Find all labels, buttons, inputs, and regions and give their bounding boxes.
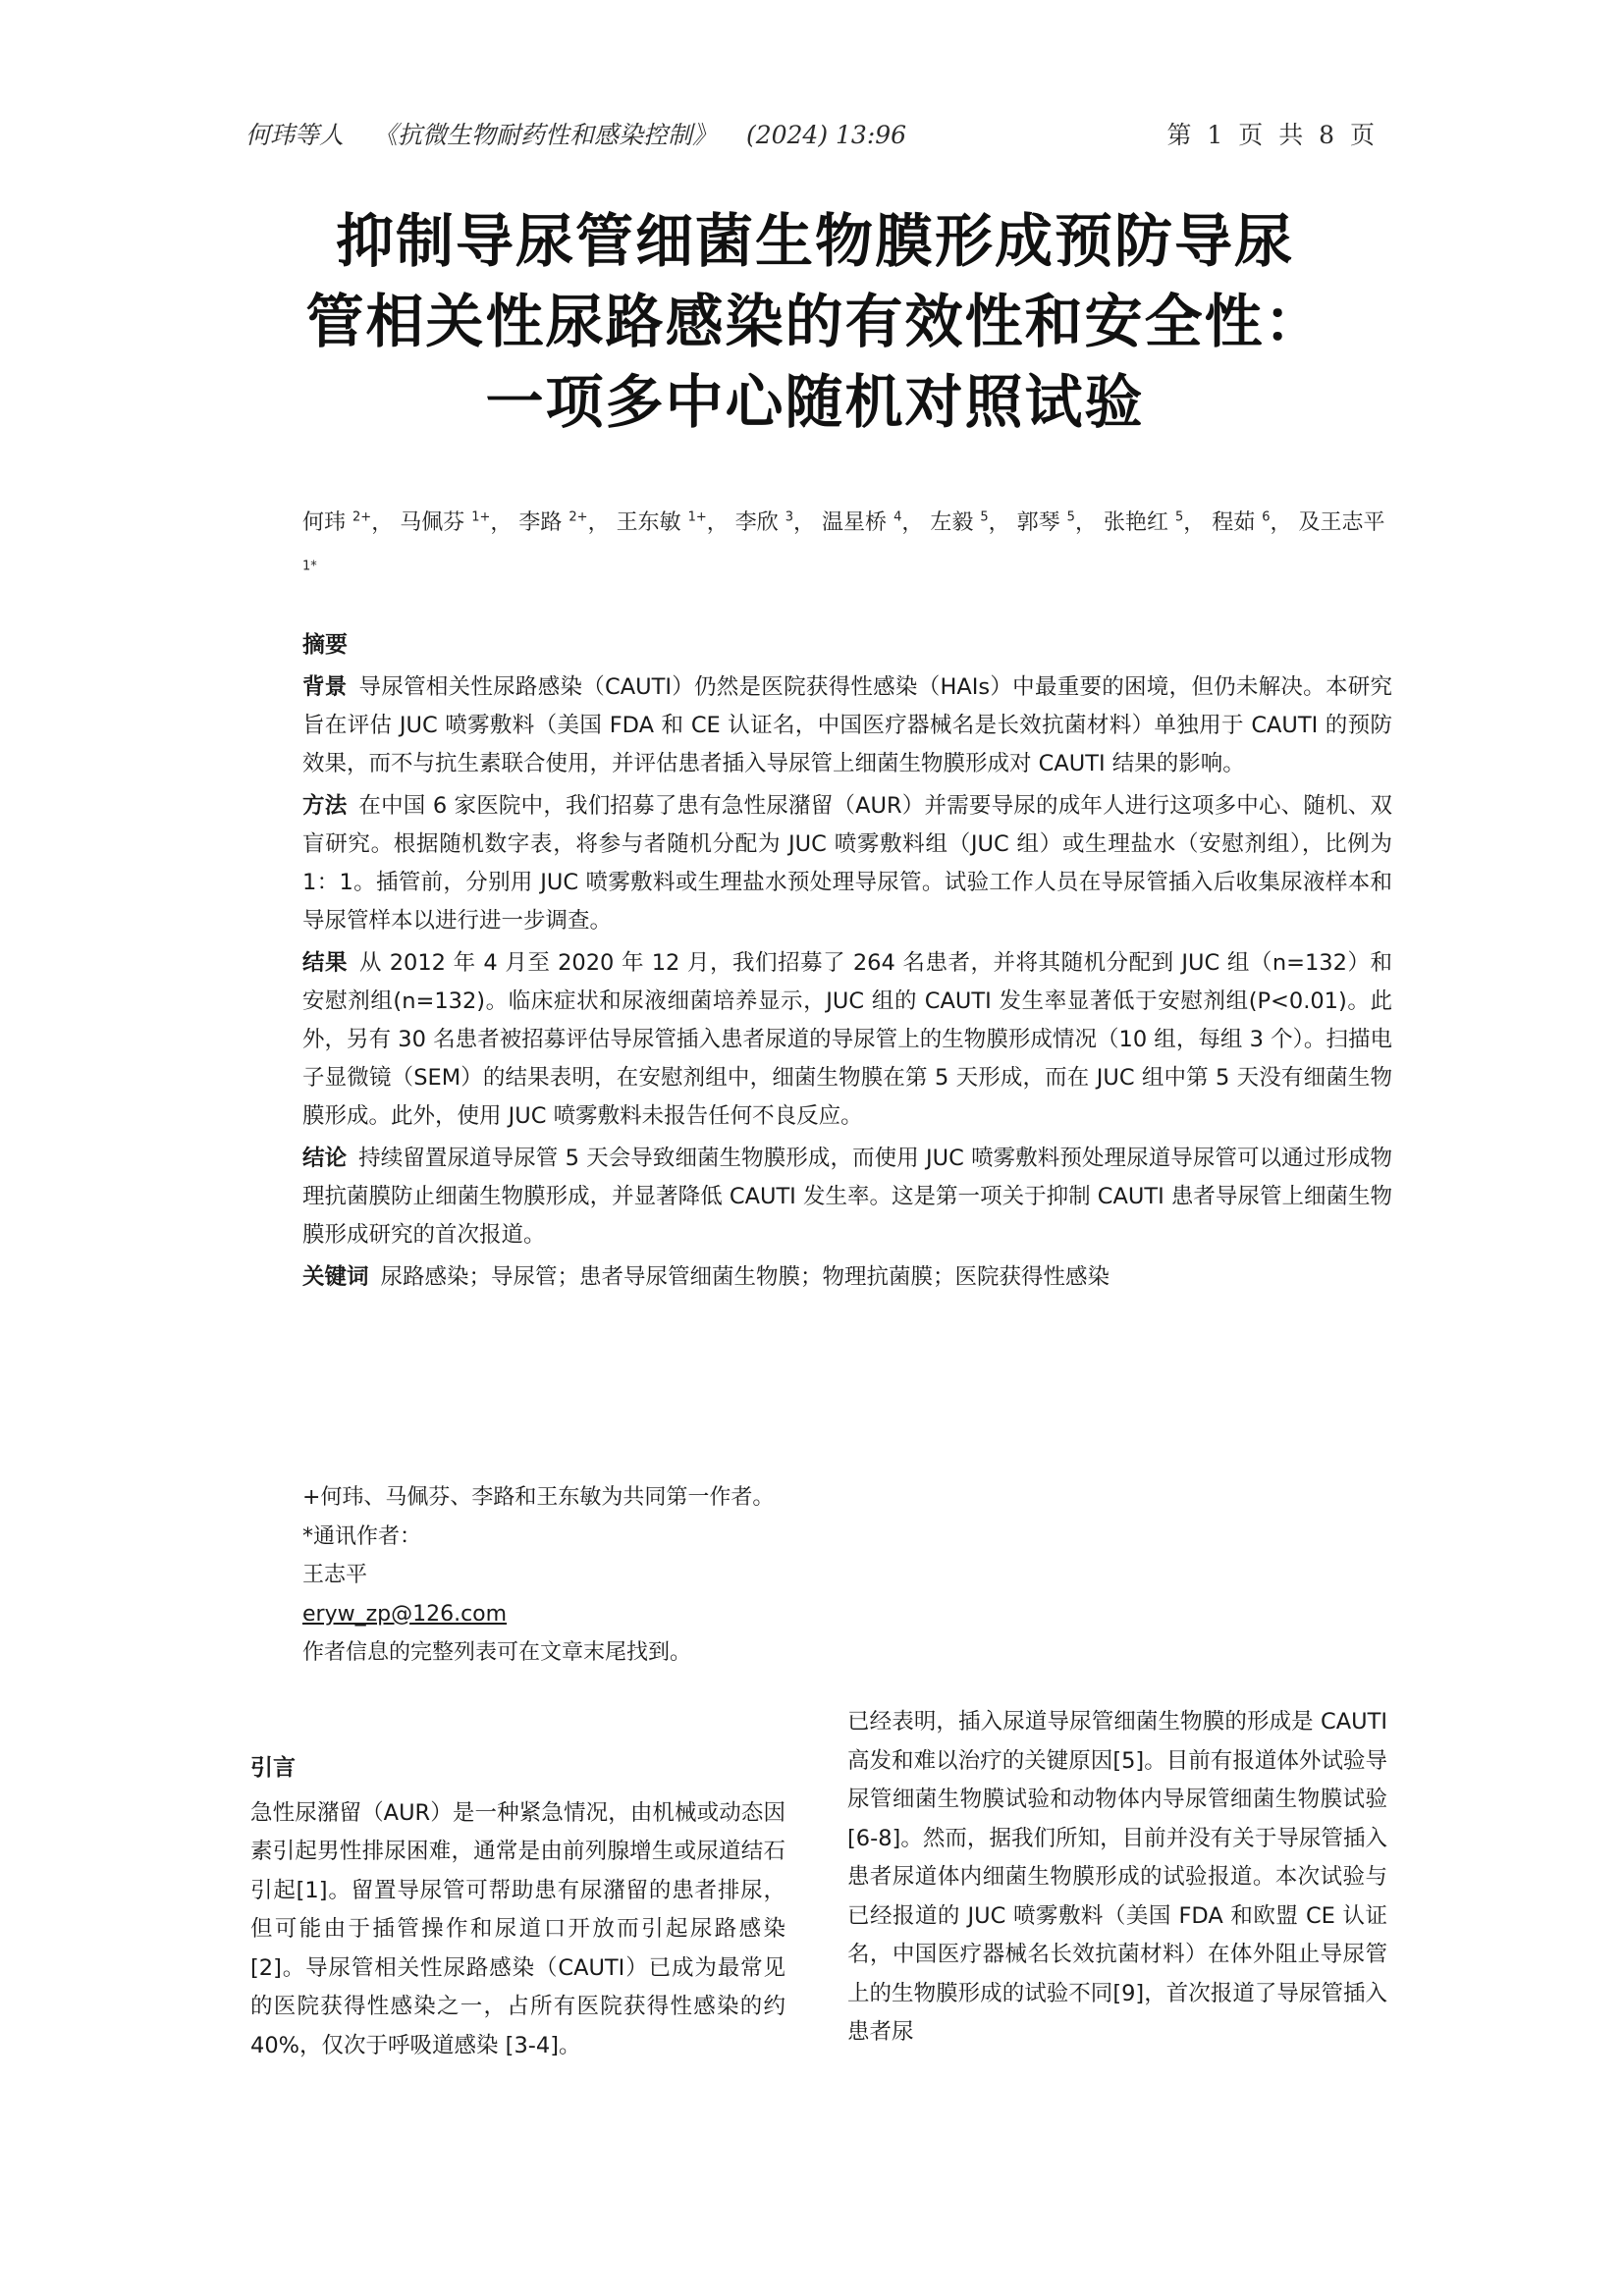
title-line-2: 管相关性尿路感染的有效性和安全性： (305, 288, 1325, 355)
abstract (302, 626, 1392, 1301)
abstract-heading: 摘要 (302, 632, 348, 658)
corresponding-label: *通讯作者： (302, 1523, 422, 1549)
header-authors: 何玮等人 (245, 121, 345, 149)
author: 何玮 $^{2+}$ (302, 510, 372, 536)
corresponding-author: 王志平 (302, 1563, 368, 1587)
title-line-1: 抑制导尿管细菌生物膜形成预防导尿 (335, 207, 1294, 275)
abstract-background: 背景 导尿管相关性尿路感染（CAUTI）仍然是医院获得性感染（HAIs）中最重要的困境，但仍未解决。本研究旨在评估 JUC 喷雾敷料（美国 FDA 和 CE 认证名，中国医疗器械名是长效抗菌材料）单独用于 CAUTI 的预防效果，而不与抗生素联合使用，并评估患者插入导尿管上细菌生物膜形成对 CAUTI 结果的影响。 (302, 674, 1392, 776)
methods-label: 方法 (302, 793, 348, 819)
introduction-right-column (847, 1703, 1387, 2053)
paper-title (275, 201, 1355, 443)
results-label: 结果 (302, 950, 349, 976)
full-author-info-note: 作者信息的完整列表可在文章末尾找到。 (302, 1640, 692, 1665)
abstract-keywords: 关键词 尿路感染；导尿管；患者导尿管细菌生物膜；物理抗菌膜；医院获得性感染 (302, 1264, 1110, 1290)
author: 郭琴 $^5$ (1016, 510, 1075, 536)
co-first-authors-note: +何玮、马佩芬、李路和王东敏为共同第一作者。 (302, 1485, 775, 1510)
author-notes (302, 1478, 1186, 1673)
abstract-conclusion: 结论 持续留置尿道导尿管 5 天会导致细菌生物膜形成，而使用 JUC 喷雾敷料预处理尿道导尿管可以通过形成物理抗菌膜防止细菌生物膜形成，并显著降低 CAUTI 发生率。这是第一项关于抑制 CAUTI 患者导尿管上细菌生物膜形成研究的首次报道。 (302, 1146, 1392, 1248)
author: 张艳红 $^5$ (1103, 510, 1184, 536)
page-number: 第 1 页 共 8 页 (1166, 121, 1379, 149)
author: 左毅 $^5$ (930, 510, 989, 536)
author: 温星桥 $^4$ (822, 510, 902, 536)
keywords-label: 关键词 (302, 1264, 369, 1290)
running-header (245, 116, 1379, 155)
header-journal: 《抗微生物耐药性和感染控制》 (372, 121, 717, 149)
introduction-left-column (250, 1749, 785, 2065)
author: 马佩芬 $^{1+}$ (400, 510, 491, 536)
introduction-heading: 引言 (250, 1755, 296, 1781)
author: 李路 $^{2+}$ (518, 510, 588, 536)
abstract-methods: 方法 在中国 6 家医院中，我们招募了患有急性尿潴留（AUR）并需要导尿的成年人进行这项多中心、随机、双盲研究。根据随机数字表，将参与者随机分配为 JUC 喷雾敷料组（JUC 组）或生理盐水（安慰剂组），比例为 1：1。插管前，分别用 JUC 喷雾敷料或生理盐水预处理导尿管。试验工作人员在导尿管插入后收集尿液样本和导尿管样本以进行进一步调查。 (302, 793, 1392, 934)
author: 王东敏 $^{1+}$ (616, 510, 707, 536)
email-link[interactable]: eryw_zp@126.com (302, 1601, 508, 1627)
title-line-3: 一项多中心随机对照试验 (485, 368, 1145, 436)
author: 李欣 $^3$ (734, 510, 794, 536)
introduction-paragraph-continued: 已经表明，插入尿道导尿管细菌生物膜的形成是 CAUTI 高发和难以治疗的关键原因[5]。目前有报道体外试验导尿管细菌生物膜试验和动物体内导尿管细菌生物膜试验[6-8]。然而，据我们所知，目前并没有关于导尿管插入患者尿道体内细菌生物膜形成的试验报道。本次试验与已经报道的 JUC 喷雾敷料（美国 FDA 和欧盟 CE 认证名，中国医疗器械名长效抗菌材料）在体外阻止导尿管上的生物膜形成的试验不同[9]，首次报道了导尿管插入患者尿 (847, 1709, 1387, 2045)
introduction-paragraph: 急性尿潴留（AUR）是一种紧急情况，由机械或动态因素引起男性排尿困难，通常是由前列腺增生或尿道结石引起[1]。留置导尿管可帮助患有尿潴留的患者排尿，但可能由于插管操作和尿道口开放而引起尿路感染[2]。导尿管相关性尿路感染（CAUTI）已成为最常见的医院获得性感染之一，占所有医院获得性感染的约 40%，仅次于呼吸道感染 [3-4]。 (250, 1799, 785, 2058)
background-label: 背景 (302, 674, 348, 700)
author-list: 何玮 $^{2+}$， 马佩芬 $^{1+}$， 李路 $^{2+}$， 王东敏 $^{1+}$， 李欣 $^3$， 温星桥 $^4$， 左毅 $^5$， 郭琴 $^5$， 张艳红 $^5$， 程茹 $^6$， 及王志平 $^{1*}$ (302, 497, 1392, 594)
author: 及王志平 $^{1*}$ (302, 510, 1385, 574)
conclusion-label: 结论 (302, 1146, 348, 1171)
author: 程茹 $^6$ (1212, 510, 1271, 536)
citation-line (245, 116, 928, 151)
abstract-results: 结果 从 2012 年 4 月至 2020 年 12 月，我们招募了 264 名患者，并将其随机分配到 JUC 组（n=132）和安慰剂组(n=132)。临床症状和尿液细菌培养显示，JUC 组的 CAUTI 发生率显著低于安慰剂组(P<0.01)。此外，另有 30 名患者被招募评估导尿管插入患者尿道的导尿管上的生物膜形成情况（10 组，每组 3 个）。扫描电子显微镜（SEM）的结果表明，在安慰剂组中，细菌生物膜在第 5 天形成，而在 JUC 组中第 5 天没有细菌生物膜形成。此外，使用 JUC 喷雾敷料未报告任何不良反应。 (302, 950, 1392, 1129)
header-citation: (2024) 13:96 (745, 121, 907, 149)
